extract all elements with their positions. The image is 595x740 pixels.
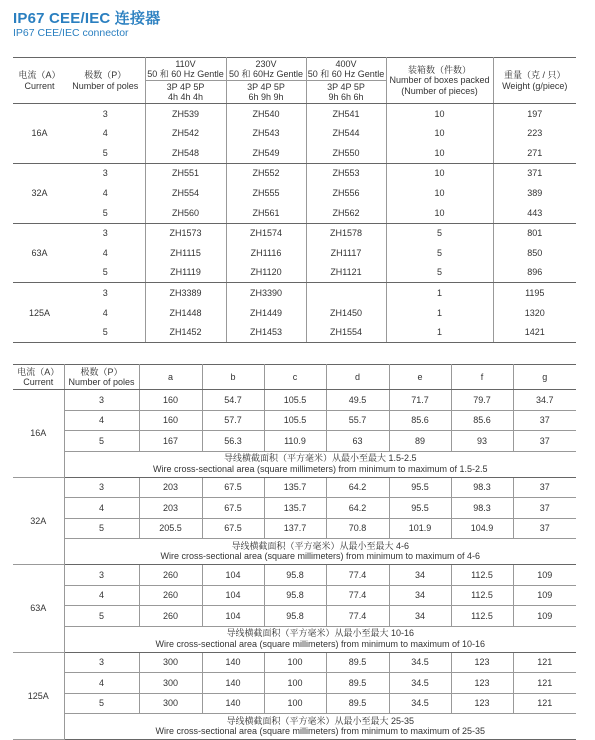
- current-value: 63A: [13, 223, 66, 283]
- header-230v-poles: 3P 4P 5P 6h 9h 9h: [226, 81, 306, 104]
- current-value: 32A: [13, 477, 64, 565]
- page-title: IP67 CEE/IEC 连接器: [13, 10, 161, 27]
- table-row: 4 ZH1448 ZH1449 ZH1450 1 1320: [13, 303, 576, 323]
- wire-area-note: [13, 714, 576, 740]
- current-value: 32A: [13, 163, 66, 223]
- wire-note-en: Wire cross-sectional area (square millimeters) from minimum to maximum of 4-6: [160, 551, 481, 561]
- table-row: 5 205.5 67.5 137.7 70.8 101.9 104.9 37: [13, 518, 576, 539]
- wire-note-en: Wire cross-sectional area (square millimeters) from minimum to maximum of 1.5-2.5: [152, 463, 488, 474]
- wire-area-note: [13, 451, 576, 477]
- wire-note-cn: 导线横截面积（平方毫米）从最小至最大 1.5-2.5: [223, 453, 417, 464]
- table-row: 32A 3 203 67.5 135.7 64.2 95.5 98.3 37: [13, 477, 576, 498]
- table-row: 16A 3 160 54.7 105.5 49.5 71.7 79.7 34.7: [13, 390, 576, 411]
- wire-area-note: [13, 539, 576, 565]
- table-row: 5 260 104 95.8 77.4 34 112.5 109: [13, 606, 576, 627]
- table-row: 5 ZH1119 ZH1120 ZH1121 5 896: [13, 263, 576, 283]
- header-weight: 重量（克 / 只） Weight (g/piece): [493, 58, 576, 104]
- header-poles: 极数（P） Number of poles: [64, 365, 139, 390]
- table-row: 4 300 140 100 89.5 34.5 123 121: [13, 673, 576, 694]
- wire-note-cn: 导线横截面积（平方毫米）从最小至最大 25-35: [226, 715, 415, 726]
- table-row: 125A 3 ZH3389 ZH3390 1 1195: [13, 283, 576, 303]
- header-110v: 110V 50 和 60 Hz Gentle: [145, 58, 226, 81]
- wire-note-cn: 导线横截面积（平方毫米）从最小至最大 4-6: [231, 540, 409, 551]
- table-row: 4 260 104 95.8 77.4 34 112.5 109: [13, 585, 576, 606]
- header-poles: 极数（P） Number of poles: [66, 58, 145, 104]
- header-dim-e: e: [389, 365, 451, 390]
- header-dim-b: b: [202, 365, 264, 390]
- current-value: 125A: [13, 652, 64, 740]
- header-boxes: 装箱数（件数） Number of boxes packed (Number of pieces): [386, 58, 493, 104]
- product-code-table: [13, 57, 576, 343]
- header-400v-poles: 3P 4P 5P 9h 6h 6h: [306, 81, 386, 104]
- dimensions-table: [13, 364, 576, 740]
- table-row: 16A 3 ZH539 ZH540 ZH541 10 197: [13, 104, 576, 124]
- table-row: 4 ZH1115 ZH1116 ZH1117 5 850: [13, 243, 576, 263]
- table-row: 63A 3 ZH1573 ZH1574 ZH1578 5 801: [13, 223, 576, 243]
- page-subtitle: IP67 CEE/IEC connector: [13, 27, 129, 39]
- wire-note-en: Wire cross-sectional area (square millimeters) from minimum to maximum of 25-35: [155, 726, 486, 736]
- wire-area-note: [13, 626, 576, 652]
- wire-note-en: Wire cross-sectional area (square millimeters) from minimum to maximum of 10-16: [155, 638, 486, 649]
- table-row: 4 ZH542 ZH543 ZH544 10 223: [13, 124, 576, 144]
- header-400v: 400V 50 和 60 Hz Gentle: [307, 58, 385, 79]
- wire-note-cn: 导线横截面积（平方毫米）从最小至最大 10-16: [226, 628, 415, 639]
- current-value: 16A: [13, 104, 66, 164]
- table-row: 5 ZH560 ZH561 ZH562 10 443: [13, 203, 576, 223]
- table-row: 5 167 56.3 110.9 63 89 93 37: [13, 431, 576, 452]
- table-row: 4 203 67.5 135.7 64.2 95.5 98.3 37: [13, 498, 576, 519]
- header-current: 电流（A） Current: [13, 58, 66, 104]
- table-row: 5 ZH548 ZH549 ZH550 10 271: [13, 143, 576, 163]
- table-row: 125A 3 300 140 100 89.5 34.5 123 121: [13, 652, 576, 673]
- table-row: 5 ZH1452 ZH1453 ZH1554 1 1421: [13, 323, 576, 343]
- current-value: 16A: [13, 390, 64, 478]
- table-row: 63A 3 260 104 95.8 77.4 34 112.5 109: [13, 565, 576, 586]
- header-dim-f: f: [451, 365, 513, 390]
- table-row: 4 160 57.7 105.5 55.7 85.6 85.6 37: [13, 410, 576, 431]
- header-dim-a: a: [139, 365, 202, 390]
- table-row: 5 300 140 100 89.5 34.5 123 121: [13, 693, 576, 714]
- header-dim-c: c: [264, 365, 326, 390]
- current-value: 125A: [13, 283, 66, 343]
- header-110v-poles: 3P 4P 5P 4h 4h 4h: [145, 81, 226, 104]
- header-current: 电流（A） Current: [13, 365, 64, 390]
- header-dim-g: g: [513, 365, 576, 390]
- table-row: 4 ZH554 ZH555 ZH556 10 389: [13, 183, 576, 203]
- header-dim-d: d: [326, 365, 389, 390]
- current-value: 63A: [13, 565, 64, 653]
- table-row: 32A 3 ZH551 ZH552 ZH553 10 371: [13, 163, 576, 183]
- header-230v: 230V 50 和 60Hz Gentle: [226, 58, 306, 81]
